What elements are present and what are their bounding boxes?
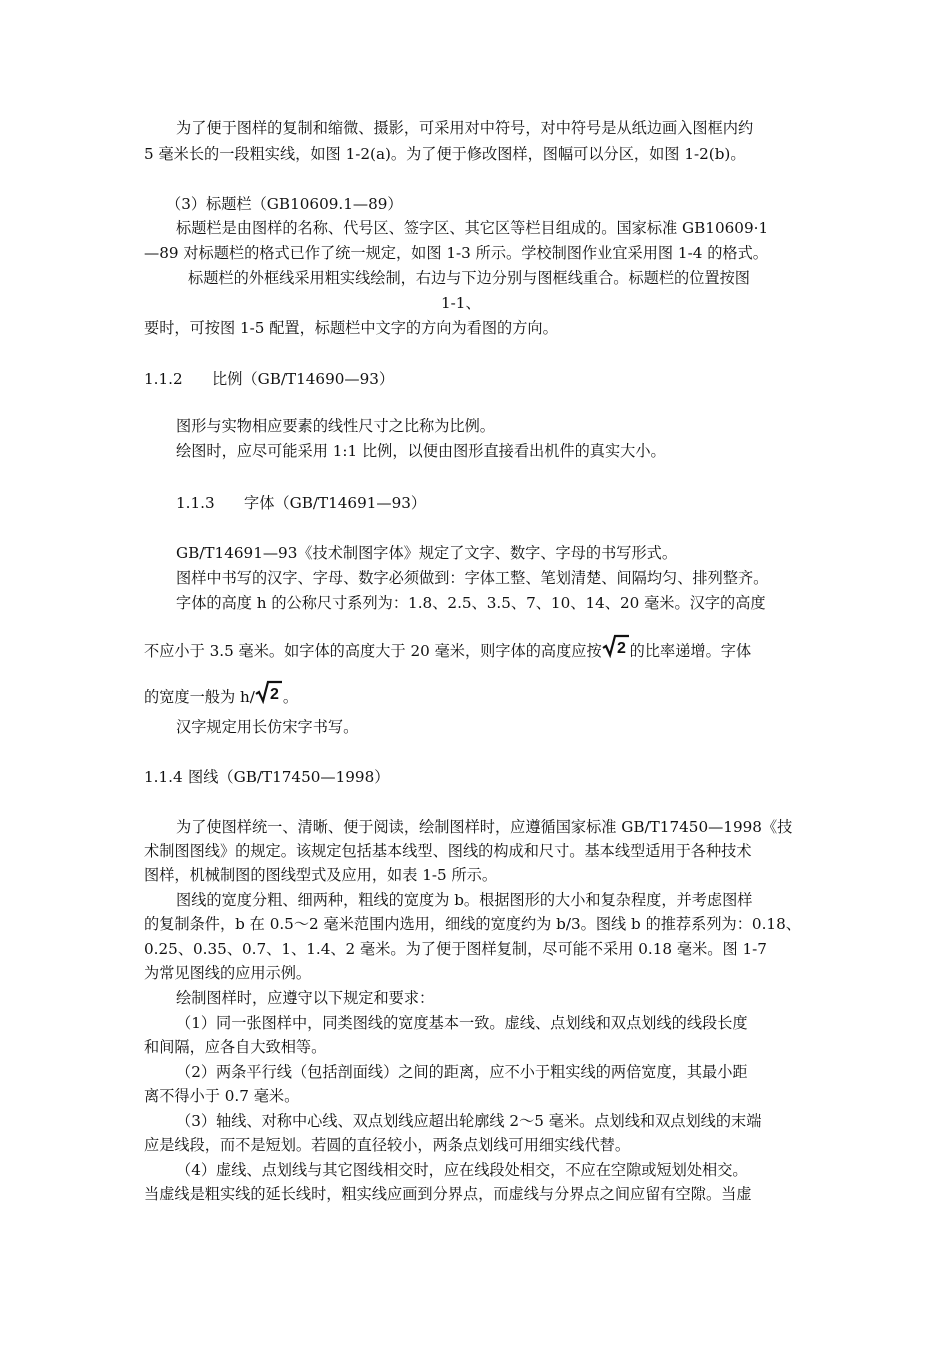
paragraph-line: 绘制图样时，应遵守以下规定和要求： bbox=[176, 989, 435, 1007]
text-fragment: 。 bbox=[282, 688, 299, 706]
sqrt-two-symbol bbox=[255, 680, 283, 704]
paragraph-line: 1-1、 bbox=[441, 294, 481, 312]
paragraph-line: 要时，可按图 1-5 配置，标题栏中文字的方向为看图的方向。 bbox=[144, 319, 558, 337]
paragraph-line: 绘图时，应尽可能采用 1:1 比例，以便由图形直接看出机件的真实大小。 bbox=[176, 442, 666, 460]
paragraph-line: 和间隔，应各自大致相等。 bbox=[144, 1038, 327, 1056]
section-title: 比例（GB/T14690—93） bbox=[212, 370, 395, 388]
svg-text:2: 2 bbox=[269, 686, 279, 703]
paragraph-line: 为常见图线的应用示例。 bbox=[144, 964, 312, 982]
paragraph-line: 标题栏是由图样的名称、代号区、签字区、其它区等栏目组成的。国家标准 GB10609·1 bbox=[176, 219, 769, 237]
paragraph-line: （3）轴线、对称中心线、双点划线应超出轮廓线 2～5 毫米。点划线和双点划线的末端 bbox=[176, 1112, 762, 1130]
paragraph-line: （1）同一张图样中，同类图线的宽度基本一致。虚线、点划线和双点划线的线段长度 bbox=[176, 1014, 748, 1032]
paragraph-line: 图样，机械制图的图线型式及应用，如表 1-5 所示。 bbox=[144, 866, 498, 884]
paragraph-line: 标题栏的外框线采用粗实线绘制，右边与下边分别与图框线重合。标题栏的位置按图 bbox=[188, 269, 750, 287]
section-heading: （3）标题栏（GB10609.1—89） bbox=[166, 195, 403, 213]
section-number: 1.1.3 bbox=[176, 494, 215, 512]
text-fragment: 的比率递增。字体 bbox=[629, 642, 752, 660]
paragraph-line: 为了使图样统一、清晰、便于阅读，绘制图样时，应遵循国家标准 GB/T17450—1998《技 bbox=[176, 818, 793, 836]
paragraph-line: 为了便于图样的复制和缩微、摄影，可采用对中符号，对中符号是从纸边画入图框内约 bbox=[176, 119, 754, 137]
sqrt-two-symbol bbox=[602, 634, 630, 658]
svg-text:2: 2 bbox=[616, 640, 626, 657]
paragraph-line-with-sqrt bbox=[144, 680, 298, 708]
paragraph-line: 图形与实物相应要素的线性尺寸之比称为比例。 bbox=[176, 417, 495, 435]
paragraph-line: （4）虚线、点划线与其它图线相交时，应在线段处相交，不应在空隙或短划处相交。 bbox=[176, 1161, 748, 1179]
paragraph-line: 汉字规定用长仿宋字书写。 bbox=[176, 718, 359, 736]
paragraph-line: 应是线段，而不是短划。若圆的直径较小，两条点划线可用细实线代替。 bbox=[144, 1136, 630, 1154]
text-fragment: 不应小于 3.5 毫米。如字体的高度大于 20 毫米，则字体的高度应按 bbox=[144, 642, 602, 660]
paragraph-line: 的复制条件，b 在 0.5～2 毫米范围内选用，细线的宽度约为 b/3。图线 b 的推荐系列为：0.18、 bbox=[144, 915, 801, 933]
paragraph-line: 图线的宽度分粗、细两种，粗线的宽度为 b。根据图形的大小和复杂程度，并考虑图样 bbox=[176, 891, 753, 909]
paragraph-line: 术制图图线》的规定。该规定包括基本线型、图线的构成和尺寸。基本线型适用于各种技术 bbox=[144, 842, 752, 860]
paragraph-line: —89 对标题栏的格式已作了统一规定，如图 1-3 所示。学校制图作业宜采用图 1-4 的格式。 bbox=[144, 244, 768, 262]
section-title: 图线（GB/T17450—1998） bbox=[188, 768, 390, 786]
paragraph-line: 当虚线是粗实线的延长线时，粗实线应画到分界点，而虚线与分界点之间应留有空隙。当虚 bbox=[144, 1185, 752, 1203]
section-number: 1.1.4 bbox=[144, 768, 183, 786]
section-title: 字体（GB/T14691—93） bbox=[244, 494, 427, 512]
paragraph-line: 图样中书写的汉字、字母、数字必须做到：字体工整、笔划清楚、间隔均匀、排列整齐。 bbox=[176, 569, 769, 587]
section-heading-1-1-2 bbox=[144, 368, 394, 390]
paragraph-line: 字体的高度 h 的公称尺寸系列为：1.8、2.5、3.5、7、10、14、20 毫米。汉字的高度 bbox=[176, 594, 766, 612]
section-heading-1-1-4 bbox=[144, 766, 389, 788]
paragraph-line: （2）两条平行线（包括剖面线）之间的距离，应不小于粗实线的两倍宽度，其最小距 bbox=[176, 1063, 748, 1081]
paragraph-line: 5 毫米长的一段粗实线，如图 1-2(a)。为了便于修改图样，图幅可以分区，如图 1-2(b)。 bbox=[144, 145, 746, 163]
paragraph-line: 离不得小于 0.7 毫米。 bbox=[144, 1087, 300, 1105]
text-fragment: 的宽度一般为 h/ bbox=[144, 688, 255, 706]
paragraph-line-with-sqrt bbox=[144, 634, 751, 662]
paragraph-line: GB/T14691—93《技术制图字体》规定了文字、数字、字母的书写形式。 bbox=[176, 544, 678, 562]
section-number: 1.1.2 bbox=[144, 370, 183, 388]
section-heading-1-1-3 bbox=[176, 492, 426, 514]
paragraph-line: 0.25、0.35、0.7、1、1.4、2 毫米。为了便于图样复制，尽可能不采用 0.18 毫米。图 1-7 bbox=[144, 940, 767, 958]
